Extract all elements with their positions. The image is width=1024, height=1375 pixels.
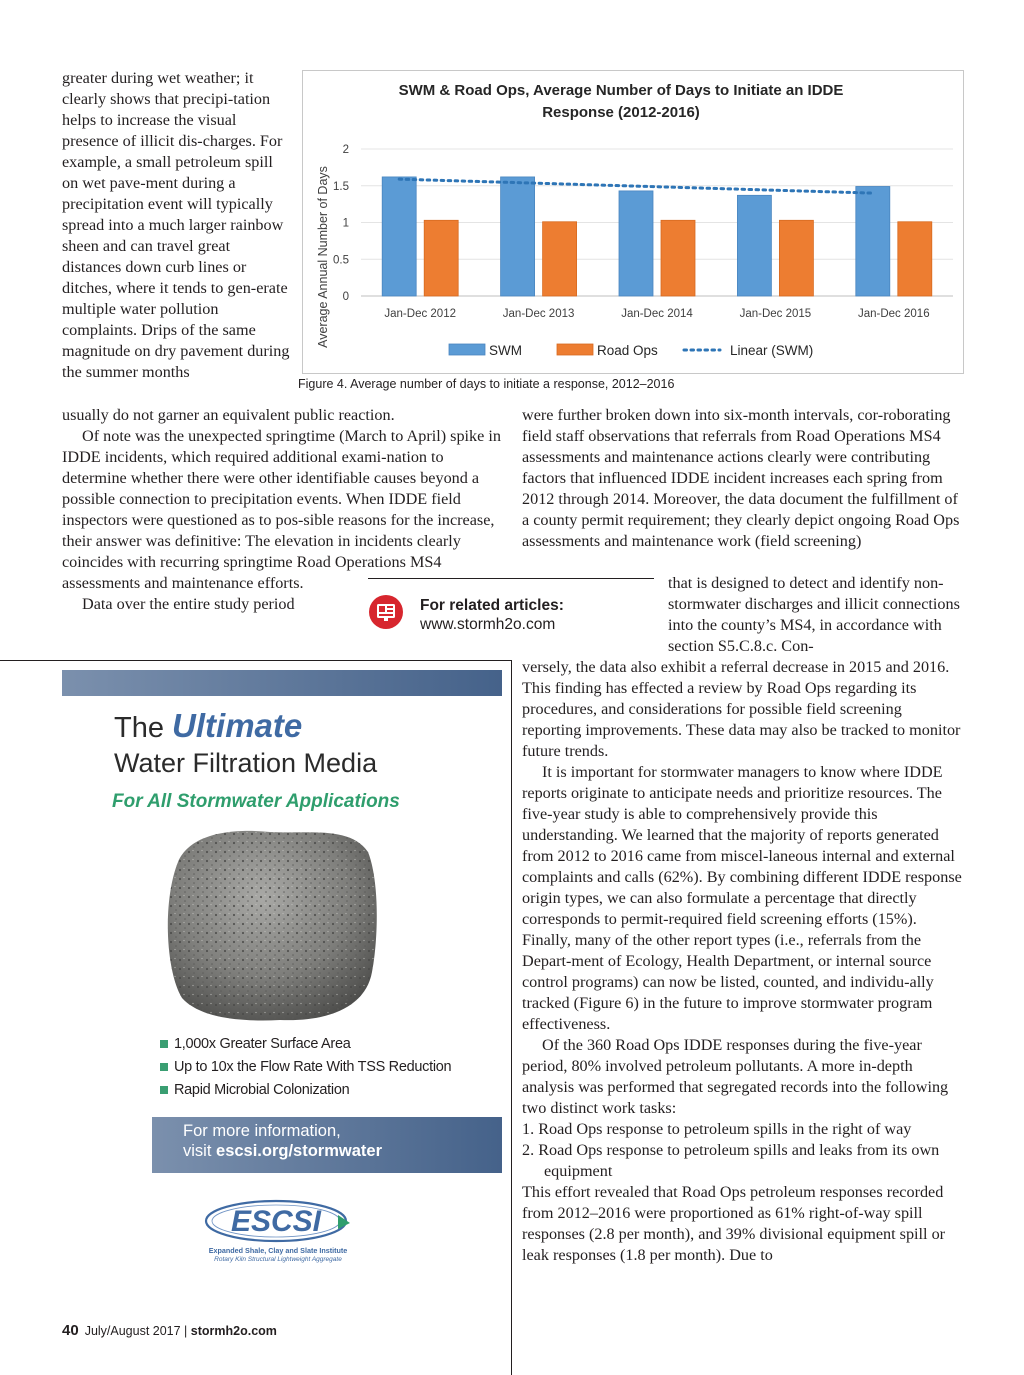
bar-swm — [856, 186, 890, 296]
ad-feature-item — [160, 1081, 451, 1100]
ad-feature-text: 1,000x Greater Surface Area — [174, 1036, 351, 1052]
aggregate-rock-image — [160, 822, 382, 1026]
ad-feature-item — [160, 1058, 451, 1077]
article-left-column-top — [62, 68, 292, 383]
related-articles-icon — [369, 595, 403, 629]
paragraph-six-month: were further broken down into six-month intervals, cor-roborating field staff observations that referrals from Road Operations MS4 assessments and maintenance actions clearly were contributing factors that influenced IDDE incident increases each spring from 2012 through 2014. Moreover, the data document the fulfillment of a county permit requirement; they clearly depict ongoing Road Ops assessments and maintenance work (field screening) — [522, 406, 960, 550]
bar-road-ops — [424, 220, 458, 296]
ad-headline-ultimate: Ultimate — [172, 707, 303, 744]
y-tick-label: 0 — [342, 291, 349, 303]
article-right-column-bottom — [522, 657, 964, 1266]
related-divider — [368, 578, 654, 579]
ad-org-name: Expanded Shale, Clay and Slate Institute — [208, 1246, 348, 1255]
ad-org-subtitle: Rotary Kiln Structural Lightweight Aggregate — [214, 1256, 342, 1263]
list-item-own-equipment: 2. Road Ops response to petroleum spills and leaks from its own equipment — [522, 1141, 940, 1180]
y-tick-label: 1.5 — [333, 180, 349, 193]
svg-text:ESCSI: ESCSI — [230, 1205, 322, 1238]
green-bullet-icon — [160, 1040, 168, 1048]
green-bullet-icon — [160, 1063, 168, 1071]
list-item-right-of-way: 1. Road Ops response to petroleum spills in the right of way — [522, 1120, 912, 1138]
y-tick-label: 0.5 — [333, 254, 349, 267]
bar-swm — [501, 177, 535, 296]
ad-tagline: For All Stormwater Applications — [112, 791, 400, 812]
page-footer — [62, 1322, 277, 1339]
chart-legend — [449, 343, 813, 358]
ad-headline — [114, 707, 302, 745]
ad-header-band — [62, 670, 502, 696]
green-bullet-icon — [160, 1086, 168, 1094]
ad-right-border — [511, 660, 512, 1375]
legend-label-road-ops: Road Ops — [597, 343, 658, 358]
y-tick-label: 2 — [342, 144, 349, 156]
legend-label-linear-swm: Linear (SWM) — [730, 343, 814, 358]
related-articles-link[interactable]: www.stormh2o.com — [420, 616, 556, 633]
x-tick-label: Jan-Dec 2015 — [739, 308, 812, 320]
paragraph-referral-decrease: versely, the data also exhibit a referral decrease in 2015 and 2016. This finding has effected a review by Road Ops regarding its procedures, and considerations for possible field screening reporting improvements. These data may also be tracked to monitor future trends. — [522, 658, 961, 760]
related-articles-title: For related articles: — [420, 597, 564, 614]
ad-feature-item — [160, 1035, 451, 1054]
legend-swatch-swm — [449, 344, 485, 355]
bar-swm — [382, 177, 416, 296]
escsi-logo — [200, 1195, 356, 1245]
paragraph-designed-detect: that is designed to detect and identify non-stormwater discharges and illicit connections into the county’s MS4, in accordance with section S5.C.8.c. Con- — [668, 574, 960, 655]
ad-visit-label: visit — [183, 1142, 212, 1160]
page-number: 40 — [62, 1322, 79, 1339]
legend-swatch-road-ops — [557, 344, 593, 355]
paragraph-study-period: Data over the entire study period — [82, 595, 295, 613]
footer-site: stormh2o.com — [190, 1324, 277, 1338]
figure-caption: Figure 4. Average number of days to initiate a response, 2012–2016 — [298, 377, 675, 391]
paragraph-petroleum-responses: Of the 360 Road Ops IDDE responses during the five-year period, 80% involved petroleum pollutants. A more in-depth analysis was performed that segregated records into the following two distinct work tasks: — [522, 1036, 949, 1117]
ad-feature-list — [160, 1035, 451, 1104]
bar-road-ops — [543, 222, 577, 296]
ad-headline-line-2: Water Filtration Media — [114, 748, 378, 778]
issue-date: July/August 2017 | — [84, 1324, 188, 1338]
bar-swm — [737, 195, 771, 296]
ad-feature-text: Rapid Microbial Colonization — [174, 1082, 350, 1098]
x-tick-label: Jan-Dec 2016 — [857, 308, 930, 320]
ad-website-link[interactable]: escsi.org/stormwater — [216, 1142, 382, 1160]
legend-label-swm: SWM — [489, 343, 522, 358]
ad-top-border — [0, 660, 512, 661]
y-axis-label: Average Annual Number of Days — [316, 166, 330, 348]
x-tick-label: Jan-Dec 2013 — [502, 308, 575, 320]
chart-canvas — [303, 71, 963, 373]
paragraph-report-origin: It is important for stormwater managers to know where IDDE reports originate to anticipate needs and prioritize resources. The five-year study is able to comprehensively provide this understanding. We learned that the majority of reports generated from 2012 to 2016 came from miscel-laneous internal and external complaints and calls (62%). By combining different IDDE response origin types, we can also formulate a percentage that directly corresponds to permit-required field screening efforts (15%). Finally, many of the other report types (i.e., referrals from the Depart-ment of Ecology, Health Department, or internal source control programs) can now be listed, counted, and individu-ally tracked (Figure 6) in the future to improve stormwater program effectiveness. — [522, 763, 962, 1033]
ad-feature-text: Up to 10x the Flow Rate With TSS Reduction — [174, 1059, 452, 1075]
y-tick-label: 1 — [342, 217, 349, 230]
bar-road-ops — [661, 220, 695, 296]
ad-headline-the: The — [114, 712, 164, 744]
bar-road-ops — [898, 222, 932, 296]
bar-swm — [619, 191, 653, 296]
article-right-column-top — [522, 405, 962, 552]
article-right-column-narrow — [668, 573, 968, 657]
ad-info-line: For more information, — [183, 1122, 341, 1140]
chart-title-line-1: SWM & Road Ops, Average Number of Days to Initiate an IDDE — [398, 82, 844, 99]
x-tick-label: Jan-Dec 2012 — [384, 308, 457, 320]
x-tick-label: Jan-Dec 2014 — [621, 308, 693, 320]
article-left-column — [62, 405, 510, 615]
paragraph-wet-weather: greater during wet weather; it clearly shows that precipi-tation helps to increase the visual presence of illicit dis-charges. For example, a small petroleum spill on wet pave-ment during a precipitation event will typically spread into a much larger rainbow sheen and can travel great distances down curb lines or ditches, where it tends to gen-erate multiple water pollution complaints. Drips of the same magnitude on dry pavement during the summer months — [62, 69, 290, 381]
chart-title-line-2: Response (2012-2016) — [542, 104, 700, 121]
bar-chart — [302, 70, 964, 374]
bar-road-ops — [779, 220, 813, 296]
ad-info-visit — [183, 1142, 382, 1161]
paragraph-effort-revealed: This effort revealed that Road Ops petroleum responses recorded from 2012–2016 were proportioned as 61% right-of-way spill responses (2.8 per month), and 39% divisional equipment spill or leak responses (1.8 per month). Due to — [522, 1183, 946, 1264]
paragraph-springtime-spike: Of note was the unexpected springtime (March to April) spike in IDDE incidents, which required additional exami-nation to determine whether there were other identifiable causes beyond a possible connection to precipitation events. When IDDE field inspectors were questioned as to pos-sible reasons for the increase, their answer was definitive: The elevation in incidents clearly coincides with recurring springtime Road Operations MS4 assessments and maintenance efforts. — [62, 427, 501, 592]
paragraph-public-reaction: usually do not garner an equivalent public reaction. — [62, 406, 395, 424]
